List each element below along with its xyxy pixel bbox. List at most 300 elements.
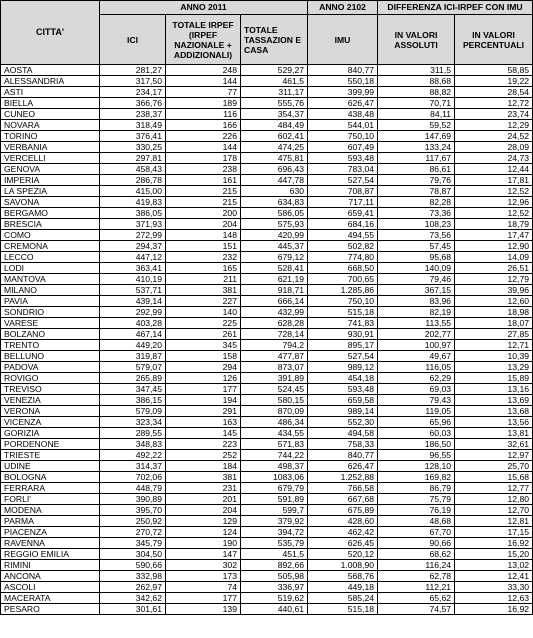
cell-citta: GENOVA xyxy=(1,164,100,175)
cell-ici: 234,17 xyxy=(100,87,166,98)
cell-totale-irpef: 140 xyxy=(166,307,241,318)
cell-imu: 989,14 xyxy=(308,406,378,417)
header-valori-assoluti: IN VALORI ASSOLUTI xyxy=(378,15,455,65)
cell-diff-percentuali: 17,15 xyxy=(455,527,533,538)
cell-totale-irpef: 381 xyxy=(166,285,241,296)
cell-totale-irpef: 129 xyxy=(166,516,241,527)
cell-totale-tassazione: 621,19 xyxy=(241,274,308,285)
cell-imu: 399,99 xyxy=(308,87,378,98)
header-anno-2102: ANNO 2102 xyxy=(308,1,378,15)
table-row xyxy=(1,87,533,98)
table-row xyxy=(1,450,533,461)
cell-citta: TRIESTE xyxy=(1,450,100,461)
cell-ici: 702,06 xyxy=(100,472,166,483)
cell-diff-percentuali: 12,77 xyxy=(455,483,533,494)
cell-totale-irpef: 294 xyxy=(166,362,241,373)
cell-totale-tassazione: 575,93 xyxy=(241,219,308,230)
cell-imu: 626,47 xyxy=(308,461,378,472)
cell-diff-assoluti: 69,03 xyxy=(378,384,455,395)
cell-totale-irpef: 124 xyxy=(166,527,241,538)
cell-diff-assoluti: 95,68 xyxy=(378,252,455,263)
cell-totale-tassazione: 599,7 xyxy=(241,505,308,516)
cell-imu: 840,77 xyxy=(308,65,378,76)
cell-totale-tassazione: 744,22 xyxy=(241,450,308,461)
cell-citta: PAVIA xyxy=(1,296,100,307)
table-row xyxy=(1,329,533,340)
table-row xyxy=(1,439,533,450)
cell-ici: 447,12 xyxy=(100,252,166,263)
cell-ici: 314,37 xyxy=(100,461,166,472)
cell-diff-assoluti: 73,56 xyxy=(378,230,455,241)
cell-diff-assoluti: 48,68 xyxy=(378,516,455,527)
cell-totale-irpef: 148 xyxy=(166,230,241,241)
cell-citta: PIACENZA xyxy=(1,527,100,538)
cell-citta: UDINE xyxy=(1,461,100,472)
cell-ici: 281,27 xyxy=(100,65,166,76)
cell-totale-tassazione: 634,83 xyxy=(241,197,308,208)
cell-diff-assoluti: 59,52 xyxy=(378,120,455,131)
cell-diff-percentuali: 15,89 xyxy=(455,373,533,384)
cell-diff-assoluti: 68,62 xyxy=(378,549,455,560)
cell-ici: 250,92 xyxy=(100,516,166,527)
cell-imu: 667,68 xyxy=(308,494,378,505)
cell-citta: BOLOGNA xyxy=(1,472,100,483)
cell-citta: ALESSANDRIA xyxy=(1,76,100,87)
cell-imu: 550,18 xyxy=(308,76,378,87)
table-row xyxy=(1,472,533,483)
cell-citta: BIELLA xyxy=(1,98,100,109)
cell-citta: GORIZIA xyxy=(1,428,100,439)
cell-diff-assoluti: 116,05 xyxy=(378,362,455,373)
cell-totale-irpef: 77 xyxy=(166,87,241,98)
cell-imu: 840,77 xyxy=(308,450,378,461)
cell-imu: 1.008,90 xyxy=(308,560,378,571)
cell-ici: 297,81 xyxy=(100,153,166,164)
header-totale-tassazione-casa: TOTALE TASSAZION E CASA xyxy=(241,15,308,65)
cell-ici: 467,14 xyxy=(100,329,166,340)
cell-imu: 607,49 xyxy=(308,142,378,153)
cell-imu: 774,80 xyxy=(308,252,378,263)
cell-citta: ASCOLI xyxy=(1,582,100,593)
cell-citta: REGGIO EMILIA xyxy=(1,549,100,560)
cell-diff-percentuali: 12,60 xyxy=(455,296,533,307)
header-anno-2011: ANNO 2011 xyxy=(100,1,308,15)
cell-totale-irpef: 144 xyxy=(166,142,241,153)
cell-diff-assoluti: 62,78 xyxy=(378,571,455,582)
cell-diff-assoluti: 67,70 xyxy=(378,527,455,538)
cell-diff-percentuali: 16,92 xyxy=(455,604,533,615)
table-row xyxy=(1,252,533,263)
cell-ici: 270,72 xyxy=(100,527,166,538)
cell-totale-irpef: 139 xyxy=(166,604,241,615)
table-row xyxy=(1,417,533,428)
cell-citta: LODI xyxy=(1,263,100,274)
table-row xyxy=(1,109,533,120)
cell-totale-irpef: 226 xyxy=(166,131,241,142)
table-row xyxy=(1,197,533,208)
cell-totale-irpef: 225 xyxy=(166,318,241,329)
cell-diff-percentuali: 15,68 xyxy=(455,472,533,483)
cell-diff-percentuali: 12,72 xyxy=(455,98,533,109)
cell-diff-percentuali: 32,61 xyxy=(455,439,533,450)
cell-totale-irpef: 126 xyxy=(166,373,241,384)
cell-totale-irpef: 161 xyxy=(166,175,241,186)
cell-totale-irpef: 248 xyxy=(166,65,241,76)
cell-citta: TRENTO xyxy=(1,340,100,351)
cell-diff-assoluti: 82,19 xyxy=(378,307,455,318)
cell-totale-tassazione: 379,92 xyxy=(241,516,308,527)
cell-imu: 515,18 xyxy=(308,604,378,615)
table-row xyxy=(1,98,533,109)
cell-ici: 415,00 xyxy=(100,186,166,197)
cell-diff-assoluti: 88,82 xyxy=(378,87,455,98)
cell-totale-tassazione: 630 xyxy=(241,186,308,197)
cell-diff-assoluti: 70,71 xyxy=(378,98,455,109)
cell-ici: 304,50 xyxy=(100,549,166,560)
cell-ici: 348,83 xyxy=(100,439,166,450)
table-row xyxy=(1,263,533,274)
cell-imu: 895,17 xyxy=(308,340,378,351)
cell-diff-assoluti: 311,5 xyxy=(378,65,455,76)
cell-totale-tassazione: 529,27 xyxy=(241,65,308,76)
table-row xyxy=(1,527,533,538)
cell-citta: SONDRIO xyxy=(1,307,100,318)
cell-ici: 265,89 xyxy=(100,373,166,384)
cell-citta: MANTOVA xyxy=(1,274,100,285)
cell-totale-irpef: 211 xyxy=(166,274,241,285)
cell-diff-assoluti: 116,24 xyxy=(378,560,455,571)
cell-ici: 590,66 xyxy=(100,560,166,571)
cell-imu: 758,33 xyxy=(308,439,378,450)
cell-diff-assoluti: 86,79 xyxy=(378,483,455,494)
cell-diff-percentuali: 13,68 xyxy=(455,406,533,417)
cell-citta: MACERATA xyxy=(1,593,100,604)
cell-diff-assoluti: 79,43 xyxy=(378,395,455,406)
cell-ici: 492,22 xyxy=(100,450,166,461)
cell-ici: 323,34 xyxy=(100,417,166,428)
table-row xyxy=(1,494,533,505)
cell-diff-assoluti: 76,19 xyxy=(378,505,455,516)
cell-totale-tassazione: 505,98 xyxy=(241,571,308,582)
cell-totale-tassazione: 555,76 xyxy=(241,98,308,109)
cell-totale-tassazione: 696,43 xyxy=(241,164,308,175)
cell-diff-percentuali: 27,85 xyxy=(455,329,533,340)
cell-diff-assoluti: 79,76 xyxy=(378,175,455,186)
cell-imu: 428,60 xyxy=(308,516,378,527)
cell-diff-percentuali: 13,16 xyxy=(455,384,533,395)
cell-totale-irpef: 158 xyxy=(166,351,241,362)
cell-citta: RAVENNA xyxy=(1,538,100,549)
cell-diff-percentuali: 18,07 xyxy=(455,318,533,329)
cell-imu: 494,58 xyxy=(308,428,378,439)
cell-imu: 1.252,88 xyxy=(308,472,378,483)
cell-ici: 330,25 xyxy=(100,142,166,153)
cell-citta: PORDENONE xyxy=(1,439,100,450)
cell-citta: PADOVA xyxy=(1,362,100,373)
cell-totale-tassazione: 477,87 xyxy=(241,351,308,362)
cell-ici: 317,50 xyxy=(100,76,166,87)
cell-totale-tassazione: 498,37 xyxy=(241,461,308,472)
cell-ici: 363,41 xyxy=(100,263,166,274)
cell-citta: COMO xyxy=(1,230,100,241)
table-row xyxy=(1,142,533,153)
cell-totale-tassazione: 354,37 xyxy=(241,109,308,120)
cell-diff-assoluti: 186,50 xyxy=(378,439,455,450)
cell-ici: 395,70 xyxy=(100,505,166,516)
cell-diff-assoluti: 73,36 xyxy=(378,208,455,219)
cell-imu: 750,10 xyxy=(308,131,378,142)
cell-totale-irpef: 144 xyxy=(166,76,241,87)
cell-ici: 345,79 xyxy=(100,538,166,549)
cell-diff-assoluti: 65,62 xyxy=(378,593,455,604)
table-row xyxy=(1,208,533,219)
cell-ici: 386,15 xyxy=(100,395,166,406)
table-row xyxy=(1,560,533,571)
cell-citta: BELLUNO xyxy=(1,351,100,362)
cell-diff-percentuali: 12,96 xyxy=(455,197,533,208)
cell-totale-tassazione: 524,45 xyxy=(241,384,308,395)
cell-citta: FERRARA xyxy=(1,483,100,494)
table-row xyxy=(1,186,533,197)
cell-totale-tassazione: 391,89 xyxy=(241,373,308,384)
cell-totale-tassazione: 535,79 xyxy=(241,538,308,549)
cell-diff-assoluti: 83,96 xyxy=(378,296,455,307)
table-row xyxy=(1,164,533,175)
cell-diff-percentuali: 26,51 xyxy=(455,263,533,274)
cell-ici: 458,43 xyxy=(100,164,166,175)
cell-diff-percentuali: 18,98 xyxy=(455,307,533,318)
cell-totale-tassazione: 628,28 xyxy=(241,318,308,329)
cell-imu: 750,10 xyxy=(308,296,378,307)
cell-ici: 376,41 xyxy=(100,131,166,142)
table-row xyxy=(1,285,533,296)
cell-totale-tassazione: 679,79 xyxy=(241,483,308,494)
table-header xyxy=(1,1,533,65)
cell-ici: 448,79 xyxy=(100,483,166,494)
cell-diff-percentuali: 13,56 xyxy=(455,417,533,428)
cell-totale-tassazione: 892,66 xyxy=(241,560,308,571)
table-row xyxy=(1,538,533,549)
cell-imu: 462,42 xyxy=(308,527,378,538)
cell-totale-tassazione: 571,83 xyxy=(241,439,308,450)
cell-diff-assoluti: 74,57 xyxy=(378,604,455,615)
cell-totale-irpef: 291 xyxy=(166,406,241,417)
cell-totale-irpef: 165 xyxy=(166,263,241,274)
table-row xyxy=(1,604,533,615)
table-body xyxy=(1,65,533,615)
cell-diff-percentuali: 17,47 xyxy=(455,230,533,241)
table-row xyxy=(1,571,533,582)
cell-diff-percentuali: 17,81 xyxy=(455,175,533,186)
table-row xyxy=(1,362,533,373)
cell-totale-tassazione: 580,15 xyxy=(241,395,308,406)
header-citta: CITTA' xyxy=(1,1,100,65)
cell-ici: 301,61 xyxy=(100,604,166,615)
cell-totale-irpef: 116 xyxy=(166,109,241,120)
header-imu: IMU xyxy=(308,15,378,65)
cell-totale-irpef: 145 xyxy=(166,428,241,439)
cell-totale-tassazione: 484,49 xyxy=(241,120,308,131)
cell-diff-percentuali: 12,90 xyxy=(455,241,533,252)
cell-citta: MILANO xyxy=(1,285,100,296)
cell-imu: 700,65 xyxy=(308,274,378,285)
table-row xyxy=(1,340,533,351)
cell-diff-percentuali: 25,70 xyxy=(455,461,533,472)
cell-ici: 366,76 xyxy=(100,98,166,109)
table-row xyxy=(1,76,533,87)
cell-ici: 390,89 xyxy=(100,494,166,505)
cell-citta: VERBANIA xyxy=(1,142,100,153)
cell-totale-tassazione: 591,89 xyxy=(241,494,308,505)
table-row xyxy=(1,318,533,329)
table-row xyxy=(1,307,533,318)
cell-citta: CREMONA xyxy=(1,241,100,252)
cell-totale-irpef: 227 xyxy=(166,296,241,307)
cell-diff-percentuali: 12,81 xyxy=(455,516,533,527)
cell-diff-assoluti: 65,96 xyxy=(378,417,455,428)
cell-citta: RIMINI xyxy=(1,560,100,571)
cell-imu: 552,30 xyxy=(308,417,378,428)
cell-citta: NOVARA xyxy=(1,120,100,131)
cell-imu: 449,18 xyxy=(308,582,378,593)
cell-totale-tassazione: 311,17 xyxy=(241,87,308,98)
cell-diff-assoluti: 62,29 xyxy=(378,373,455,384)
cell-diff-percentuali: 12,29 xyxy=(455,120,533,131)
cell-imu: 515,18 xyxy=(308,307,378,318)
cell-imu: 502,82 xyxy=(308,241,378,252)
cell-diff-assoluti: 169,82 xyxy=(378,472,455,483)
cell-totale-tassazione: 394,72 xyxy=(241,527,308,538)
cell-citta: VARESE xyxy=(1,318,100,329)
cell-diff-percentuali: 12,44 xyxy=(455,164,533,175)
cell-totale-tassazione: 432,99 xyxy=(241,307,308,318)
cell-totale-irpef: 204 xyxy=(166,219,241,230)
cell-totale-tassazione: 794,2 xyxy=(241,340,308,351)
cell-diff-assoluti: 88,68 xyxy=(378,76,455,87)
cell-citta: VICENZA xyxy=(1,417,100,428)
cell-diff-percentuali: 18,79 xyxy=(455,219,533,230)
cell-ici: 318,49 xyxy=(100,120,166,131)
cell-ici: 272,99 xyxy=(100,230,166,241)
cell-imu: 675,89 xyxy=(308,505,378,516)
cell-totale-tassazione: 440,61 xyxy=(241,604,308,615)
cell-diff-percentuali: 12,97 xyxy=(455,450,533,461)
cell-diff-percentuali: 58,85 xyxy=(455,65,533,76)
cell-diff-assoluti: 100,97 xyxy=(378,340,455,351)
cell-imu: 520,12 xyxy=(308,549,378,560)
cell-imu: 741,83 xyxy=(308,318,378,329)
cell-totale-tassazione: 451,5 xyxy=(241,549,308,560)
cell-diff-percentuali: 13,02 xyxy=(455,560,533,571)
cell-totale-irpef: 215 xyxy=(166,197,241,208)
cell-imu: 454,18 xyxy=(308,373,378,384)
cell-citta: PARMA xyxy=(1,516,100,527)
cell-imu: 930,91 xyxy=(308,329,378,340)
cell-citta: BOLZANO xyxy=(1,329,100,340)
cell-diff-percentuali: 28,54 xyxy=(455,87,533,98)
cell-imu: 1.285,86 xyxy=(308,285,378,296)
cell-imu: 659,58 xyxy=(308,395,378,406)
cell-imu: 593,48 xyxy=(308,384,378,395)
cell-imu: 708,87 xyxy=(308,186,378,197)
cell-totale-irpef: 200 xyxy=(166,208,241,219)
cell-diff-percentuali: 13,29 xyxy=(455,362,533,373)
cell-totale-tassazione: 528,41 xyxy=(241,263,308,274)
cell-totale-tassazione: 873,07 xyxy=(241,362,308,373)
cell-citta: LA SPEZIA xyxy=(1,186,100,197)
cell-diff-assoluti: 96,55 xyxy=(378,450,455,461)
cell-totale-irpef: 345 xyxy=(166,340,241,351)
cell-diff-assoluti: 86,61 xyxy=(378,164,455,175)
cell-totale-irpef: 252 xyxy=(166,450,241,461)
cell-diff-assoluti: 60,03 xyxy=(378,428,455,439)
cell-imu: 717,11 xyxy=(308,197,378,208)
table-row xyxy=(1,505,533,516)
cell-citta: AOSTA xyxy=(1,65,100,76)
cell-ici: 319,87 xyxy=(100,351,166,362)
cell-ici: 403,28 xyxy=(100,318,166,329)
cell-totale-tassazione: 586,05 xyxy=(241,208,308,219)
cell-imu: 544,01 xyxy=(308,120,378,131)
cell-diff-assoluti: 108,23 xyxy=(378,219,455,230)
cell-diff-assoluti: 117,67 xyxy=(378,153,455,164)
cell-diff-assoluti: 112,21 xyxy=(378,582,455,593)
cell-diff-assoluti: 75,79 xyxy=(378,494,455,505)
table-row xyxy=(1,120,533,131)
table-row xyxy=(1,516,533,527)
cell-totale-irpef: 194 xyxy=(166,395,241,406)
cell-citta: TORINO xyxy=(1,131,100,142)
cell-citta: LECCO xyxy=(1,252,100,263)
cell-totale-irpef: 189 xyxy=(166,98,241,109)
cell-diff-percentuali: 33,30 xyxy=(455,582,533,593)
cell-citta: CUNEO xyxy=(1,109,100,120)
cell-totale-tassazione: 475,81 xyxy=(241,153,308,164)
table-row xyxy=(1,395,533,406)
table-row xyxy=(1,230,533,241)
cell-ici: 410,19 xyxy=(100,274,166,285)
cell-totale-tassazione: 519,62 xyxy=(241,593,308,604)
cell-totale-tassazione: 918,71 xyxy=(241,285,308,296)
cell-imu: 626,45 xyxy=(308,538,378,549)
cell-totale-irpef: 261 xyxy=(166,329,241,340)
cell-diff-percentuali: 10,39 xyxy=(455,351,533,362)
cell-diff-percentuali: 12,52 xyxy=(455,186,533,197)
cell-diff-percentuali: 12,70 xyxy=(455,505,533,516)
cell-imu: 568,76 xyxy=(308,571,378,582)
header-valori-percentuali: IN VALORI PERCENTUALI xyxy=(455,15,533,65)
cell-totale-tassazione: 461,5 xyxy=(241,76,308,87)
cell-imu: 989,12 xyxy=(308,362,378,373)
cell-diff-assoluti: 82,28 xyxy=(378,197,455,208)
cell-citta: SAVONA xyxy=(1,197,100,208)
cell-totale-irpef: 190 xyxy=(166,538,241,549)
cell-diff-assoluti: 57,45 xyxy=(378,241,455,252)
cell-ici: 371,93 xyxy=(100,219,166,230)
cell-totale-tassazione: 447,78 xyxy=(241,175,308,186)
cell-totale-irpef: 302 xyxy=(166,560,241,571)
cell-citta: ANCONA xyxy=(1,571,100,582)
cell-ici: 289,55 xyxy=(100,428,166,439)
table-row xyxy=(1,384,533,395)
table-row xyxy=(1,406,533,417)
cell-diff-percentuali: 39,96 xyxy=(455,285,533,296)
cell-diff-assoluti: 202,77 xyxy=(378,329,455,340)
cell-diff-assoluti: 133,24 xyxy=(378,142,455,153)
cell-citta: BRESCIA xyxy=(1,219,100,230)
header-ici: ICI xyxy=(100,15,166,65)
cell-diff-percentuali: 14,09 xyxy=(455,252,533,263)
